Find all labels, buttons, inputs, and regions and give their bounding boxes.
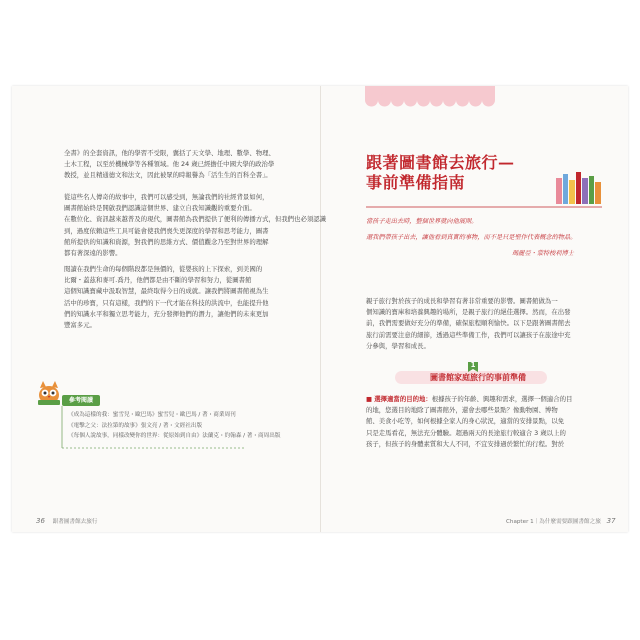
left-page-number: 36 — [36, 517, 45, 525]
left-paragraph-2: 從這些名人傳奇的故事中，我們可以感受到，無論我們的社經背景如何， 圖書館始終是開啟我們認識這個世界、建立自我知識觀的重要介面。 在數位化、資訊越來越普及的現代，圖書館為我們提供了便利的傳播方式，但我們也必須認識 到，過度依賴這些工具可能會使我們喪失更深度的學習和思考能力，圖書 館所提供的知識和資源，對我們的思維方式、價值觀念乃至對世界的理解 都有著深遠的影響。 — [64, 193, 327, 258]
quote-line-2: 還我們帶孩子出去，讓他看到真實的事物，而不是只是聖作代表概念的物品。 — [366, 234, 577, 241]
left-paragraph-1: 全書》的全套資訊，他的學習不受限，囊括了天文學、地理、數學、物理、 土木工程，以至於機械學等各種領域。他 24 歲已經擔任中國大學的政治學 教授，並且精通德文和法文，因此被眾的時報譽為「活生生的百科全書」。 — [64, 149, 275, 180]
quote-divider — [366, 206, 602, 208]
bullet-heading: ■ 選擇適當的目的地： — [366, 395, 432, 403]
right-page-number: 37 — [606, 517, 616, 525]
reference-label: 參考閱讀 — [62, 395, 100, 406]
chapter-title-line-1: 跟著圖書館去旅行— — [366, 153, 515, 172]
bullet-block: ■ 選擇適當的目的地：根據孩子的年齡、興趣和需求，選擇一個適合的目 的地，您選目的地除了圖書館外，還會去哪些景點？像動物園、博物 館、美食小吃等，如何根據全家人的身心狀況，適當的安排景點，以免 只是走馬看花，無法充分體驗。超過兩天的長途旅行較適合 3 歲以上的 孩子，但孩子的身體素質和大人不同，不宜安排過於繁忙的行程。對於 — [366, 395, 573, 448]
left-paragraph-3: 閱讀在我們生命的每個階段都是無價的，從嬰孩的上下探索，到美國的 比爾・蓋茲和麥可․喬丹，他們都是由不斷的學習和努力，從圖書館 這個知識寶藏中汲取智慧，最終取得今日的成就。讓我們將圖書館視為生 活中的珍寶，只有這樣，我們的下一代才能在科技的洪流中，也能提升他 們的知識水平和獨立思考能力，充分發揮他們的潛力，讓他們的未來更加 豐富多元。 — [64, 265, 269, 330]
right-running-title: Chapter 1｜為什麼需要跟圖書館之旅 — [506, 519, 601, 525]
right-paragraph-1: 親子旅行對於孩子的成長和學習有著非常重要的影響。圖書館做為一 個知識的寶庫和培養興趣的場所，是親子旅行的絕佳選擇。然而，在出發 前，我們需要做好充分的準備，確保旅程順利愉快。以下是跟著圖書館去 旅行前需要注意的細節，透過這些準備工作，我們可以讓孩子在旅途中充 分參與，學習和成長。 — [366, 297, 571, 350]
scallop-banner-decoration — [365, 86, 495, 112]
quote-line-1: 當孩子走出去時，整個世界就向他展開。 — [366, 218, 478, 225]
section-number: 1 — [470, 361, 476, 369]
book-gutter — [320, 86, 321, 532]
section-title: 圖書館家庭旅行的事前準備 — [430, 373, 526, 382]
left-running-title: 跟著圖書館去旅行 — [52, 519, 98, 525]
reference-list — [68, 410, 280, 442]
quote-author: 瑪麗亞・蒙特梭利博士 — [512, 250, 574, 257]
chapter-title-line-2: 事前準備指南 — [366, 173, 466, 192]
reference-item: 《電擊之父：法拉第的故事》張文亮 / 著・文經社出版 — [68, 422, 203, 429]
reference-item: 《成為這樣的我：蜜雪兒・歐巴馬》蜜雪兒・歐巴馬 / 著・商業周刊 — [68, 412, 236, 418]
right-footer — [506, 517, 616, 525]
books-stack-icon — [556, 170, 602, 204]
left-footer — [36, 517, 97, 525]
reference-item: 《每個人說故事，同樣改變你的世界：從原始到自由》法蘭克・約翰森 / 著・商周出版 — [68, 433, 281, 439]
